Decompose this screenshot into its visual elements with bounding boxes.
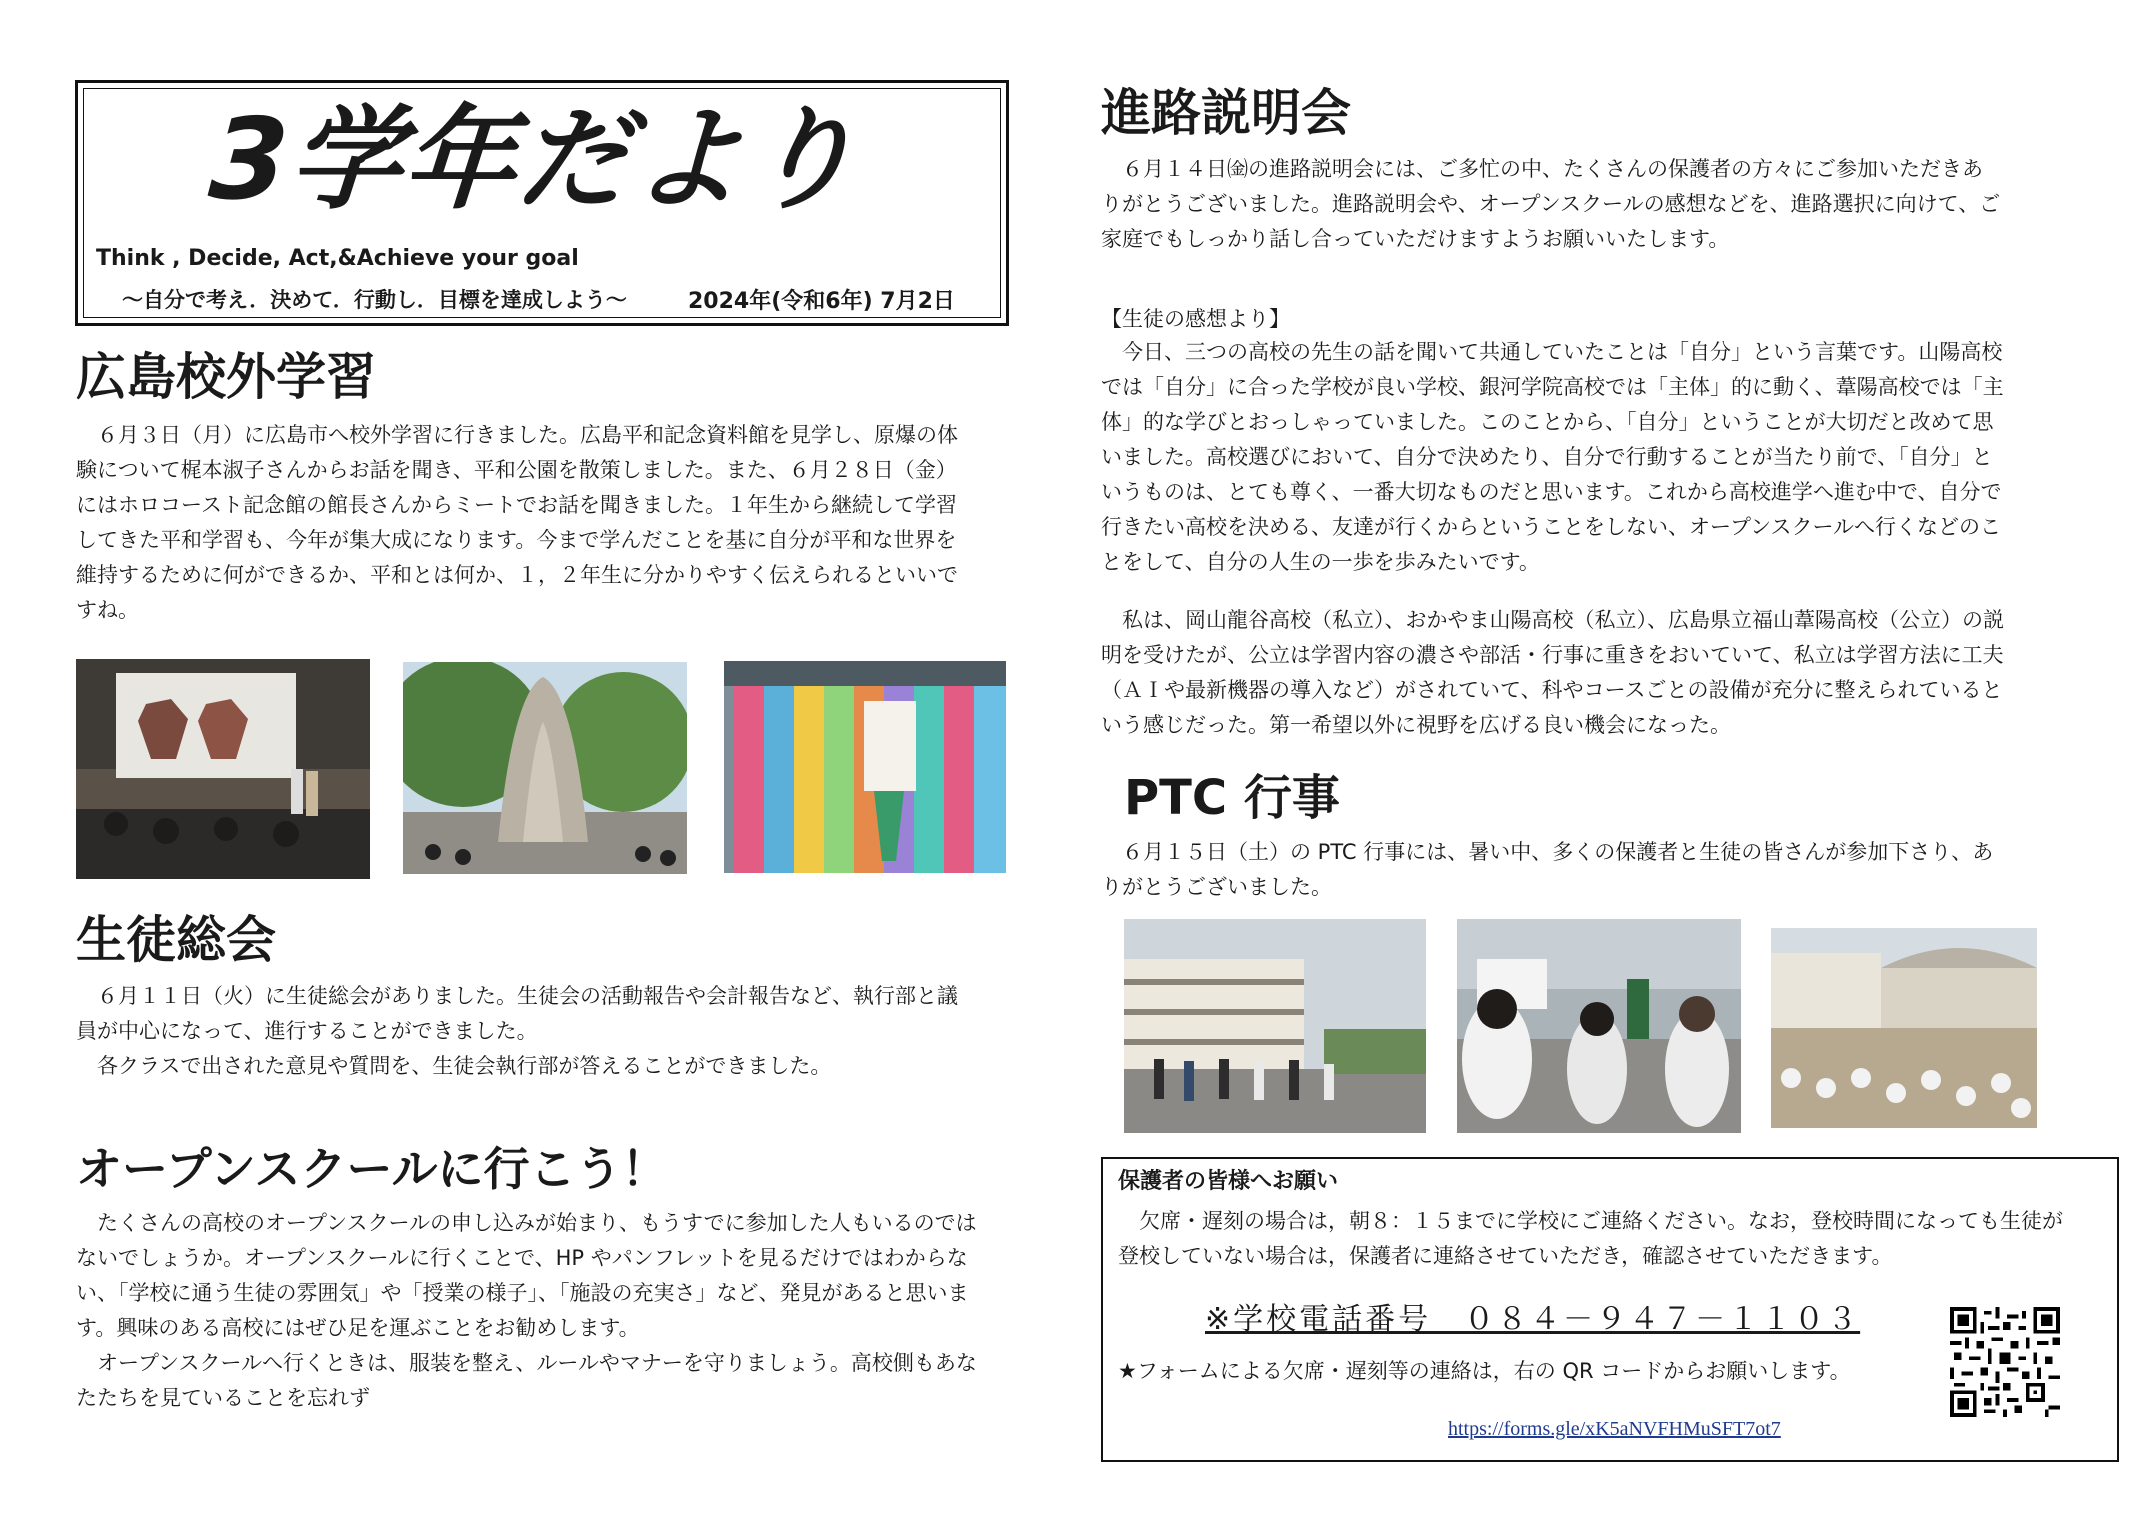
open-school-body: たくさんの高校のオープンスクールの申し込みが始まり、もうすでに参加した人もいるのでは ないでしょうか。オープンスクールに行くことで、HP やパンフレットを見るだけではわからな い、「学校に通う生徒の雰囲気」や「授業の様子」、「施設の充実さ」など、発見があると思いま す。興味のある高校にはぜひ足を運ぶことをお勧めします。 オープンスクールへ行くときは、服装を整え、ルールやマナーを守りましょう。高校側もあな たたちを見ていることを忘れず — [76, 1211, 977, 1410]
heading-career-guidance: 進路説明会 — [1101, 84, 1351, 142]
qr-code-icon[interactable] — [1948, 1307, 2062, 1417]
photo-ptc-walking — [1124, 919, 1426, 1133]
hiroshima-body: ６月３日（月）に広島市へ校外学習に行きました。広島平和記念資料館を見学し、原爆の体 験について梶本淑子さんからお話を聞き、平和公園を散策しました。また、６月２８日（金） にはホロコースト記念館の館長さんからミートでお話を聞きました。１年生から継続して学習 してきた平和学習も、今年が集大成になります。今まで学んだことを基に自分が平和な世界を 維持するために何ができるか、平和とは何か、１，２年生に分かりやすく伝えられるといいで すね。 — [76, 423, 958, 622]
school-phone-number: ※学校電話番号 ０８４－９４７－１１０３ — [1205, 1302, 1861, 1337]
career-body: ６月１４日㈮の進路説明会には、ご多忙の中、たくさんの保護者の方々にご参加いただきあ りがとうございました。進路説明会や、オープンスクールの感想などを、進路選択に向けて、ご 家庭でもしっかり話し合っていただけますようお願いいたします。 — [1101, 157, 2001, 251]
notice-title: 保護者の皆様へお願い — [1118, 1169, 1339, 1194]
photo-ptc-cleanup — [1457, 919, 1741, 1133]
heading-hiroshima: 広島校外学習 — [76, 348, 376, 406]
impression-2: 私は、岡山龍谷高校（私立）、おかやま山陽高校（私立）、広島県立福山葦陽高校（公立）の説 明を受けたが、公立は学習内容の濃さや部活・行事に重きをおいていて、私立は学習方法に工夫 （ＡＩや最新機器の導入など）がされていて、科やコースごとの設備が充分に整えられていると いう感じだった。第一希望以外に視野を広げる良い機会になった。 — [1101, 608, 2004, 737]
impressions-label: 【生徒の感想より】 — [1101, 307, 1290, 331]
photo-museum-lecture — [76, 659, 370, 879]
photo-ptc-gathering — [1771, 928, 2037, 1128]
slogan-english: Think , Decide, Act,&Achieve your goal — [96, 246, 579, 271]
impression-1: 今日、三つの高校の先生の話を聞いて共通していたことは「自分」という言葉です。山陽高校 では「自分」に合った学校が良い学校、銀河学院高校では「主体」的に動く、葦陽高校では「主 体」的な学びとおっしゃっていました。このことから、「自分」ということが大切だと改めて思 いました。高校選びにおいて、自分で決めたり、自分で行動することが当たり前で、「自分」と いうものは、とても尊く、一番大切なものだと思います。これから高校進学へ進む中で、自分で 行きたい高校を決める、友達が行くからということをしない、オープンスクールへ行くなどのこ とをして、自分の人生の一歩を歩みたいです。 — [1101, 340, 2004, 574]
ptc-body: ６月１５日（土）の PTC 行事には、暑い中、多くの保護者と生徒の皆さんが参加下さり、あ りがとうございました。 — [1101, 840, 1994, 899]
issue-date: 2024年(令和6年) 7月2日 — [688, 289, 955, 314]
photo-peace-park-monument — [403, 662, 687, 874]
form-note: ★フォームによる欠席・遅刻等の連絡は，右の QR コードからお願いします。 — [1118, 1359, 1851, 1383]
newsletter-title: 3学年だより — [205, 95, 865, 225]
heading-student-council: 生徒総会 — [76, 911, 276, 969]
notice-body: 欠席・遅刻の場合は，朝８：１５までに学校にご連絡ください。なお，登校時間になっても生徒が 登校していない場合は，保護者に連絡させていただき，確認させていただきます。 — [1118, 1209, 2063, 1268]
student-council-body: ６月１１日（火）に生徒総会がありました。生徒会の活動報告や会計報告など、執行部と議 員が中心になって、進行することができました。 各クラスで出された意見や質問を、生徒会執行部が答えることができました。 — [76, 984, 958, 1078]
absence-form-link[interactable]: https://forms.gle/xK5aNVFHMuSFT7ot7 — [1448, 1418, 1781, 1440]
photo-paper-cranes — [724, 661, 1006, 873]
heading-open-school: オープンスクールに行こう！ — [76, 1142, 668, 1196]
heading-ptc: PTC 行事 — [1124, 770, 1340, 826]
slogan-japanese: ～自分で考え．決めて．行動し．目標を達成しよう～ — [122, 288, 627, 312]
